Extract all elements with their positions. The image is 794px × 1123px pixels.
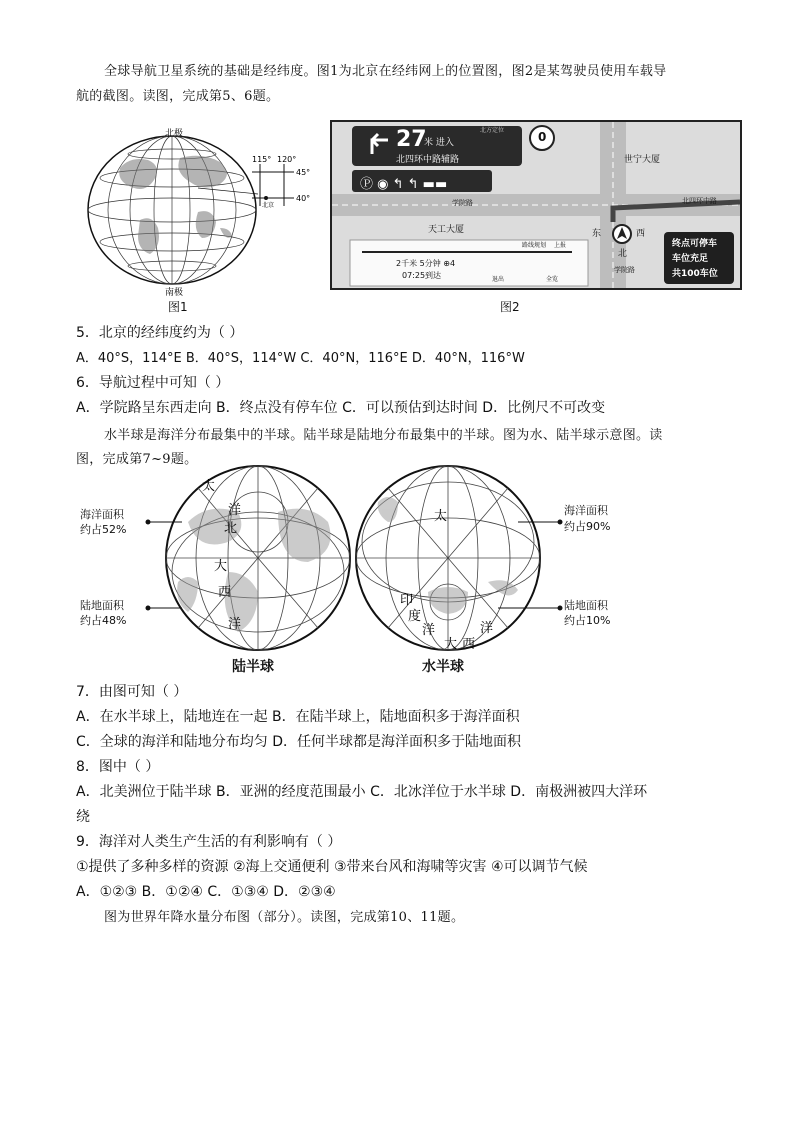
figure1-caption: 图1 bbox=[168, 300, 188, 314]
speed-icon: 0 bbox=[538, 130, 547, 144]
globe-figure-1 bbox=[80, 128, 320, 298]
land-hemisphere-title: 陆半球 bbox=[232, 659, 274, 675]
parking-line3: 共100车位 bbox=[672, 269, 718, 279]
q6-options: A．学院路呈东西走向 B．终点没有停车位 C．可以预估到达时间 D．比例尺不可改变 bbox=[76, 400, 606, 416]
figure2-caption: 图2 bbox=[500, 300, 520, 314]
lane-arrows-icon: Ⓟ ◉ ↰ ↰ ▬▬ bbox=[360, 177, 448, 192]
intro2-line2: 图，完成第7~9题。 bbox=[76, 452, 198, 467]
q9-options: A．①②③ B．①②④ C．①③④ D．②③④ bbox=[76, 884, 336, 900]
land-char-yang2: 洋 bbox=[228, 503, 242, 518]
intro1-line1: 全球导航卫星系统的基础是经纬度。图1为北京在经纬网上的位置图，图2是某驾驶员使用车载导 bbox=[104, 64, 667, 79]
navigation-screenshot bbox=[330, 120, 742, 290]
q5-options: A．40°S，114°E B．40°S，114°W C．40°N，116°E D．40°N，116°W bbox=[76, 351, 525, 366]
lon-120-label: 120° bbox=[277, 155, 297, 164]
land-char-bei: 北 bbox=[224, 521, 238, 536]
water-char-yang: 洋 bbox=[422, 623, 436, 638]
dir-west: 西 bbox=[636, 229, 646, 239]
menu-route-plan[interactable]: 路线规划 bbox=[522, 242, 547, 249]
water-ocean-label-1: 海洋面积 bbox=[564, 504, 608, 517]
menu-overview[interactable]: 全览 bbox=[546, 276, 559, 283]
water-hemisphere-title: 水半球 bbox=[422, 659, 464, 675]
lat-40-label: 40° bbox=[296, 194, 311, 203]
water-land-label-2: 约占10% bbox=[564, 614, 611, 627]
south-pole-label: 南极 bbox=[165, 288, 184, 298]
next-road-name: 北四环中路辅路 bbox=[396, 155, 460, 165]
lon-115-label: 115° bbox=[252, 155, 272, 164]
land-ocean-label-1: 海洋面积 bbox=[80, 508, 124, 521]
dir-east: 东 bbox=[592, 229, 602, 239]
north-pole-label: 北极 bbox=[165, 129, 184, 139]
road-label-xueyuan: 学院路 bbox=[452, 199, 473, 207]
water-ocean-label-2: 约占90% bbox=[564, 520, 611, 533]
intro1-line2: 航的截图。读图，完成第5、6题。 bbox=[76, 89, 280, 104]
land-char-xi: 西 bbox=[218, 585, 232, 600]
dir-north: 北 bbox=[618, 249, 628, 259]
building-shining-label: 世宁大厦 bbox=[624, 155, 661, 165]
beijing-dot bbox=[264, 196, 268, 200]
water-char-da: 大 bbox=[444, 637, 458, 652]
land-ocean-label-2: 约占52% bbox=[80, 523, 127, 536]
turn-distance: 27 bbox=[396, 127, 427, 152]
water-char-du: 度 bbox=[408, 609, 422, 624]
land-char-da: 大 bbox=[214, 559, 228, 574]
q7-options-ab: A．在水半球上，陆地连在一起 B．在陆半球上，陆地面积多于海洋面积 bbox=[76, 709, 520, 725]
q5-stem: 5．北京的经纬度约为（ ） bbox=[76, 325, 244, 341]
beijing-label: 北京 bbox=[262, 202, 275, 209]
intro2-line1: 水半球是海洋分布最集中的半球。陆半球是陆地分布最集中的半球。图为水、陆半球示意图。读 bbox=[104, 428, 663, 443]
top-hint: 北方定位 bbox=[480, 127, 505, 134]
lat-45-label: 45° bbox=[296, 168, 311, 177]
water-char-yang2: 洋 bbox=[480, 621, 494, 636]
land-land-label-2: 约占48% bbox=[80, 614, 127, 627]
q8-stem: 8．图中（ ） bbox=[76, 759, 160, 775]
land-char-yang: 洋 bbox=[228, 617, 242, 632]
q8-options: A．北美洲位于陆半球 B．亚洲的经度范围最小 C．北冰洋位于水半球 D．南极洲被四大洋环 bbox=[76, 784, 648, 800]
turn-distance-unit: 米 进入 bbox=[424, 138, 454, 148]
road-label-beisihuan: 北四环中路 bbox=[682, 197, 717, 205]
water-char-yin: 印 bbox=[400, 593, 414, 608]
q6-stem: 6．导航过程中可知（ ） bbox=[76, 375, 230, 391]
water-land-label-1: 陆地面积 bbox=[564, 599, 608, 612]
menu-report[interactable]: 上报 bbox=[554, 242, 567, 249]
q8-options-wrap: 绕 bbox=[76, 809, 90, 825]
parking-line1: 终点可停车 bbox=[672, 239, 718, 249]
menu-exit[interactable]: 退出 bbox=[492, 276, 505, 283]
water-hemisphere-globe bbox=[356, 466, 540, 650]
q7-stem: 7．由图可知（ ） bbox=[76, 684, 188, 700]
land-hemisphere-globe bbox=[166, 466, 350, 650]
land-char-tai: 太 bbox=[202, 479, 216, 494]
q9-stem: 9．海洋对人类生产生活的有利影响有（ ） bbox=[76, 834, 342, 850]
land-land-label-1: 陆地面积 bbox=[80, 599, 124, 612]
building-tiangong-label: 天工大厦 bbox=[428, 225, 465, 235]
hemispheres-figure bbox=[78, 462, 638, 676]
water-char-xi: 西 bbox=[462, 637, 476, 652]
parking-line2: 车位充足 bbox=[672, 254, 709, 264]
road-label-xueyuan-2: 学院路 bbox=[614, 266, 635, 274]
arrive-time: 07:25到达 bbox=[402, 271, 442, 280]
q7-options-cd: C．全球的海洋和陆地分布均匀 D．任何半球都是海洋面积多于陆地面积 bbox=[76, 734, 522, 750]
route-info: 2千米 5分钟 ⊕4 bbox=[396, 259, 456, 268]
water-char-tai: 太 bbox=[434, 509, 448, 524]
intro3-line1: 图为世界年降水量分布图（部分）。读图，完成第10、11题。 bbox=[104, 910, 465, 925]
q9-items: ①提供了多种多样的资源 ②海上交通便利 ③带来台风和海啸等灾害 ④可以调节气候 bbox=[76, 859, 588, 875]
